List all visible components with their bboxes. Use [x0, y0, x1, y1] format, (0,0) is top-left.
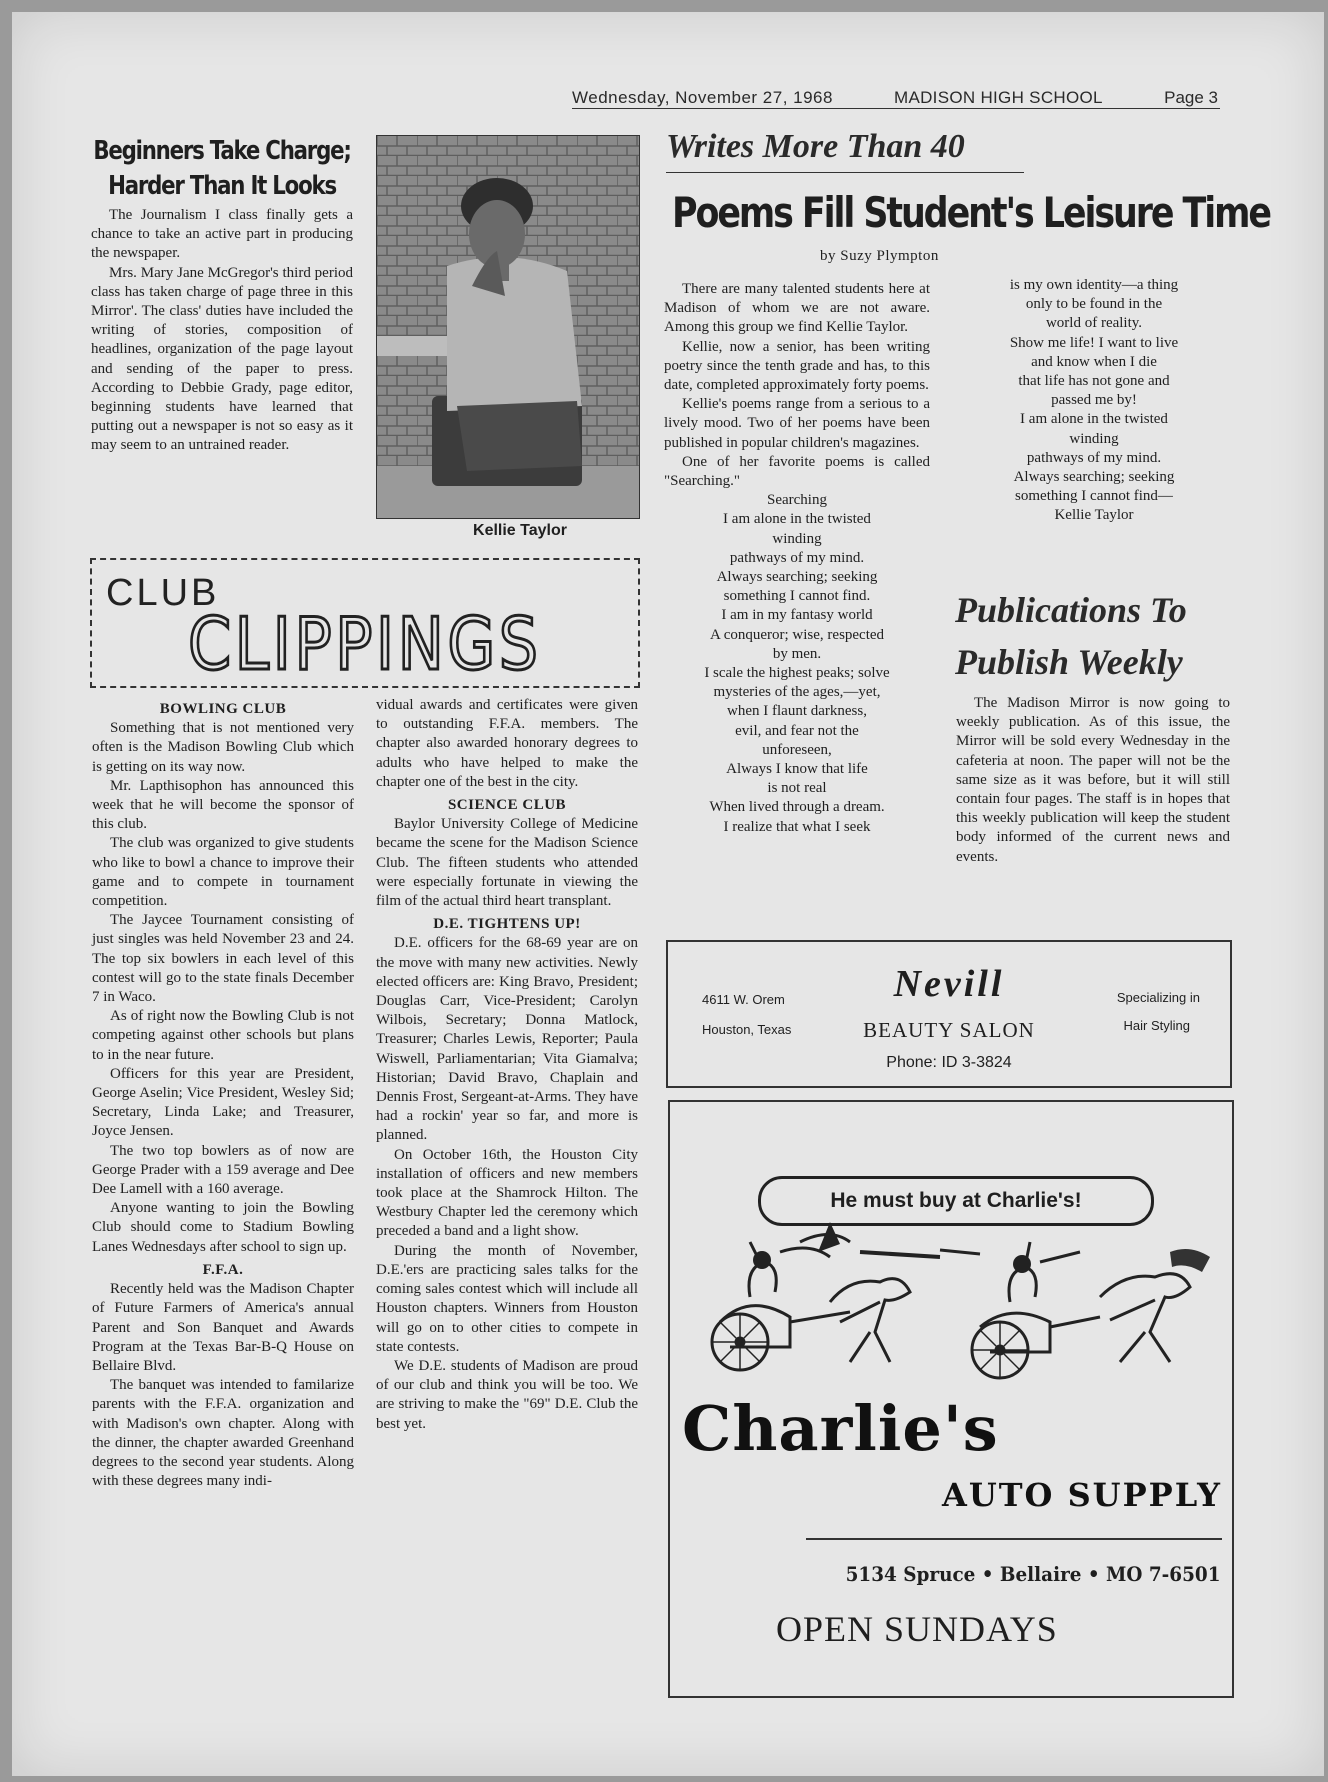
- beginners-headline: [90, 134, 354, 204]
- poem-line: A conqueror; wise, respected: [709, 626, 885, 643]
- paragraph: During the month of November, D.E.'ers are practicing sales talks for the coming sales contest which will include all Houston chapters. Winners from Houston will go on to other cities to compete in state contests.: [376, 1242, 638, 1355]
- paragraph: The banquet was intended to familarize parents with the F.F.A. organization and with Madison's own chapter. Along with the dinner, the chapter awarded Greenhand degrees to the second year students. Along with these degrees many indi-: [92, 1377, 354, 1490]
- club-clippings-title-large: CLIPPINGS: [188, 602, 542, 686]
- poem-line: is my own identity—a thing: [1009, 277, 1179, 293]
- poems-kicker-rule: [666, 172, 1024, 173]
- charlies-subtitle: AUTO SUPPLY: [942, 1476, 1222, 1514]
- paragraph: Mr. Lapthisophon has announced this week that he will become the sponsor of this club.: [92, 777, 354, 833]
- poem-line: by men.: [772, 645, 822, 662]
- kellie-photo: [376, 135, 640, 519]
- beginners-paragraph: The Journalism I class finally gets a chance to take an active part in producing the newspaper.: [91, 207, 353, 262]
- charlies-address: 5134 Spruce • Bellaire • MO 7-6501: [845, 1562, 1220, 1586]
- nevill-specialty-1: Specializing in: [1116, 990, 1200, 1005]
- poem-line: when I flaunt darkness,: [727, 703, 867, 720]
- publications-headline: [955, 584, 1235, 688]
- poems-headline: Poems Fill Student's Leisure Time: [672, 188, 1270, 237]
- publications-paragraph: The Madison Mirror is now going to weekly publication. As of this issue, the Mirror will be sold every Wednesday in the cafeteria at noon. The paper will not be the same size as it was before, but it will still contain four pages. The staff is in hopes that this weekly publication will keep the student body informed of the current news and events.: [956, 695, 1230, 865]
- paragraph: The two top bowlers as of now are George Prader with a 159 average and Dee Dee Lamell with a 160 average.: [92, 1142, 354, 1198]
- club-clippings-title-small: CLUB: [106, 572, 220, 614]
- poems-column-2: [958, 276, 1230, 526]
- nevill-beauty-salon-ad: [666, 940, 1232, 1088]
- poem-line: evil, and fear not the: [735, 722, 859, 739]
- poems-byline: by Suzy Plympton: [820, 248, 939, 264]
- chariot-race-illustration: [680, 1222, 1220, 1392]
- nevill-subtitle: BEAUTY SALON: [863, 1018, 1035, 1042]
- kellie-photo-image: [377, 136, 639, 518]
- section-heading: F.F.A.: [202, 1261, 244, 1278]
- club-clippings-column-2: [376, 696, 638, 1434]
- poem-line: pathways of my mind.: [729, 549, 865, 566]
- paragraph: D.E. officers for the 68-69 year are on the move with many new activities. Newly elected officers are: King Bravo, President; Douglas Carr, Vice-President; Carolyn Wilbois, Secretary; Donna Matlock, Treasurer; Charles Lewis, Reporter; Paula Wiswell, Parliamentarian; Vita Giamalva; Historian; David Bravo, Chaplain and Dennis Frost, Sergeant-at-Arms. They have had a rockin' year so far, and more is planned.: [376, 935, 638, 1144]
- section-heading: BOWLING CLUB: [159, 701, 287, 717]
- poem-line: I am alone in the twisted: [1020, 411, 1168, 428]
- poems-column-1: [664, 280, 930, 837]
- paragraph: The Jaycee Tournament consisting of just singles was held November 23 and 24. The top six bowlers in each level of this contest will go to the state finals December 7 in Waco.: [92, 912, 354, 1006]
- beginners-headline-line1: Beginners Take Charge;: [93, 136, 351, 166]
- poem-line: winding: [772, 530, 822, 547]
- poem-line: Always searching; seeking: [716, 569, 878, 586]
- paragraph: Baylor University College of Medicine became the scene for the Madison Science Club. The fifteen students who attended were especially fortunate in viewing the film of the actual third heart transplant.: [376, 816, 638, 910]
- paragraph: One of her favorite poems is called "Searching.": [664, 453, 930, 490]
- poem-line: is not real: [767, 780, 827, 797]
- section-heading: SCIENCE CLUB: [447, 797, 567, 814]
- charlies-speech-bubble: [758, 1176, 1154, 1226]
- paragraph: Anyone wanting to join the Bowling Club should come to Stadium Bowling Lanes Wednesdays after school to sign up.: [92, 1200, 354, 1255]
- club-clippings-box: [90, 558, 640, 688]
- paragraph: There are many talented students here at Madison of whom we are not aware. Among this group we find Kellie Taylor.: [664, 281, 930, 336]
- paragraph: The club was organized to give students who like to bowl a chance to improve their game and to compete in tournament competition.: [92, 835, 354, 910]
- charlies-hours: OPEN SUNDAYS: [776, 1609, 1058, 1649]
- paragraph: Recently held was the Madison Chapter of Future Farmers of America's annual Parent and Son Banquet and Awards Program at the Texas Bar-B-Q House on Bellaire Blvd.: [92, 1281, 354, 1374]
- paragraph: vidual awards and certificates were given to outstanding F.F.A. members. The chapter also awarded honorary degrees to adults who have helped to make the chapter one of the best in the city.: [376, 697, 638, 790]
- poem-line: I realize that what I seek: [723, 818, 871, 835]
- publications-body: [956, 694, 1230, 867]
- poem-line: only to be found in the: [1025, 296, 1163, 313]
- poem-line: world of reality.: [1045, 315, 1143, 332]
- nevill-name: Nevill: [893, 963, 1005, 1005]
- masthead-page: Page 3: [1164, 88, 1218, 107]
- publications-headline-line1: Publications To: [955, 590, 1187, 630]
- poem-line: pathways of my mind.: [1026, 449, 1162, 466]
- poem-line: something I cannot find—: [1015, 488, 1173, 505]
- poem-line: that life has not gone and: [1018, 373, 1170, 390]
- nevill-specialty-2: Hair Styling: [1123, 1018, 1190, 1033]
- beginners-body: [91, 206, 353, 456]
- poem-line: something I cannot find.: [723, 588, 871, 605]
- beginners-paragraph: Mrs. Mary Jane McGregor's third period class has taken charge of page three in this Mirror'. The class' duties have included the writing of stories, composition of headlines, organization of the page layout and sending of the paper to press. According to Debbie Grady, page editor, beginning students have learned that putting out a newspaper is not so easy as it may seem to an untrained reader.: [91, 264, 353, 454]
- paragraph: Kellie, now a senior, has been writing poetry since the tenth grade and has, to this date, completed approximately forty poems.: [664, 338, 930, 394]
- masthead-school: MADISON HIGH SCHOOL: [894, 88, 1103, 107]
- poem-line: Kellie Taylor: [1054, 507, 1134, 524]
- poems-kicker: Writes More Than 40: [666, 128, 965, 165]
- paragraph: Kellie's poems range from a serious to a lively mood. Two of her poems have been published in popular children's magazines.: [664, 396, 930, 451]
- masthead: [572, 86, 1220, 109]
- paragraph: Something that is not mentioned very often is the Madison Bowling Club which is getting on its way now.: [92, 720, 354, 775]
- charlies-divider: [806, 1538, 1222, 1540]
- poem-line: Show me life! I want to live: [1009, 334, 1179, 351]
- poem-line: mysteries of the ages,—yet,: [713, 684, 881, 701]
- charlies-auto-supply-ad: [668, 1100, 1234, 1698]
- poem-line: unforeseen,: [762, 741, 832, 758]
- poem-line: Always searching; seeking: [1013, 469, 1175, 486]
- club-clippings-column-1: [92, 696, 354, 1491]
- poem-line: winding: [1069, 430, 1119, 447]
- beginners-headline-line2: Harder Than It Looks: [108, 171, 336, 201]
- poem-line: Searching: [767, 492, 827, 509]
- masthead-date: Wednesday, November 27, 1968: [572, 88, 833, 107]
- paragraph: On October 16th, the Houston City installation of officers and new members took place at the Shamrock Hilton. The Westbury Chapter led the ceremony which preceded a band and a light show.: [376, 1146, 638, 1240]
- poem-line: and know when I die: [1031, 353, 1157, 370]
- charlies-name: Charlie's: [682, 1392, 999, 1465]
- poem-line: When lived through a dream.: [709, 799, 885, 816]
- poem-line: I am in my fantasy world: [721, 607, 873, 624]
- nevill-address-1: 4611 W. Orem: [702, 992, 785, 1007]
- photo-caption: Kellie Taylor: [473, 522, 567, 539]
- poem-line: passed me by!: [1051, 392, 1137, 409]
- publications-headline-line2: Publish Weekly: [955, 642, 1183, 682]
- section-heading: D.E. TIGHTENS UP!: [433, 916, 581, 933]
- paragraph: We D.E. students of Madison are proud of our club and think you will be too. We are striving to make the "69" D.E. Club the best yet.: [376, 1357, 638, 1432]
- paragraph: Officers for this year are President, George Aselin; Vice President, Wesley Sid; Secretary, Linda Lake; and Treasurer, Joyce Jensen.: [92, 1065, 354, 1140]
- poem-line: Always I know that life: [726, 761, 868, 778]
- paragraph: As of right now the Bowling Club is not competing against other schools but plans to in the near future.: [92, 1008, 354, 1063]
- poem-line: I scale the highest peaks; solve: [704, 665, 890, 682]
- nevill-address-2: Houston, Texas: [702, 1022, 792, 1037]
- charlies-bubble-text: He must buy at Charlie's!: [830, 1189, 1082, 1212]
- nevill-phone: Phone: ID 3-3824: [886, 1054, 1012, 1071]
- beginners-article: [91, 134, 353, 456]
- poem-line: I am alone in the twisted: [723, 511, 871, 528]
